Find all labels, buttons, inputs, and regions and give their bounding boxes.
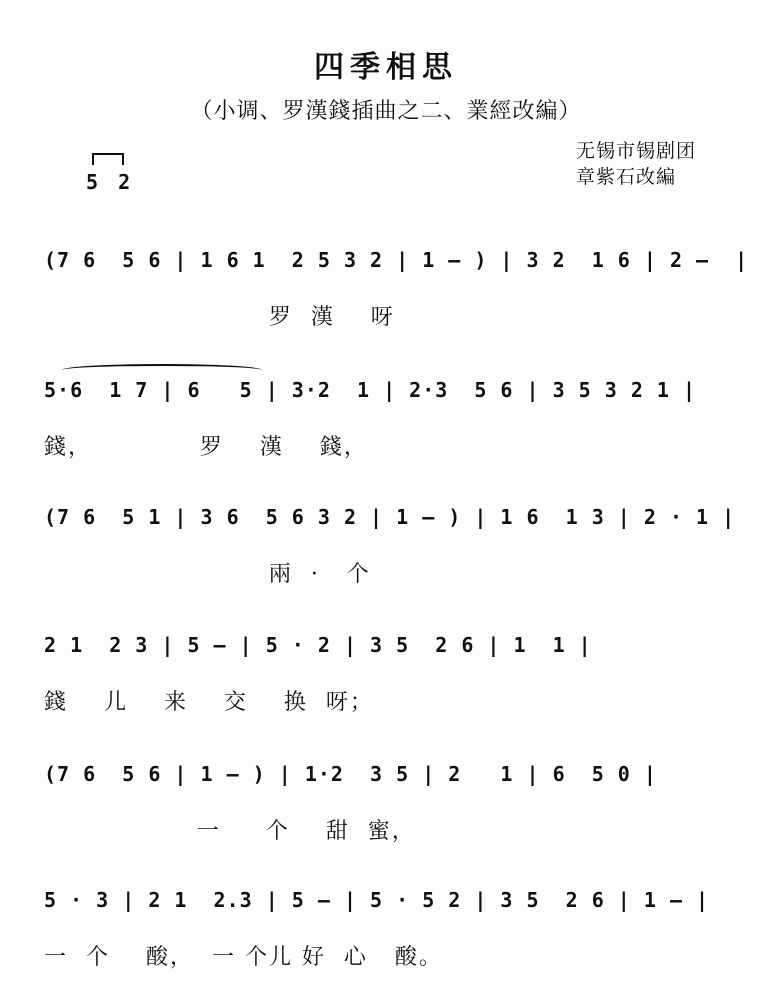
lyric-line: 罗 漢 呀 [44,305,395,330]
notation-line: (7 6 5 6 | 1 6 1 2 5 3 2 | 1 — ) | 3 2 1 6 | 2 — | [44,248,749,272]
lyric-line: 一 个 酸， 一 个儿 好 心 酸。 [44,945,443,970]
staff-row-4 [0,633,772,753]
pickup-bracket [92,153,124,165]
staff-row-5 [0,762,772,882]
page-subtitle: （小调、罗漢錢插曲之二、業經改編） [190,99,582,124]
staff-row-1 [0,248,772,368]
staff-row-6 [0,888,772,993]
staff-row-2 [0,378,772,498]
staff-row-3 [0,505,772,625]
lyric-line: 錢， 罗 漢 錢， [44,435,368,460]
notation-line: 5·6 1 7 | 6 5 | 3·2 1 | 2·3 5 6 | 3 5 3 2 1 | [44,378,697,402]
notation-line: (7 6 5 1 | 3 6 5 6 3 2 | 1 — ) | 1 6 1 3 | 2 · 1 | [44,505,736,529]
credit-arranger: 章紫石改編 [576,166,677,188]
notation-line: 2 1 2 3 | 5 — | 5 · 2 | 3 5 2 6 | 1 1 | [44,633,592,657]
lyric-line: 錢 儿 来 交 换 呀； [44,690,374,715]
slur-mark [62,364,262,376]
page-title: 四季相思 [314,50,458,85]
notation-line: 5 · 3 | 2 1 2.3 | 5 — | 5 · 5 2 | 3 5 2 6 | 1 — | [44,888,710,912]
notation-line: (7 6 5 6 | 1 — ) | 1·2 3 5 | 2 1 | 6 5 0 | [44,762,657,786]
lyric-line: 兩 · 个 [44,562,371,587]
lyric-line: 一 个 甜 蜜， [44,819,416,844]
credit-troupe: 无锡市锡剧团 [576,140,697,162]
pickup-notes: 5 2 [86,170,135,194]
